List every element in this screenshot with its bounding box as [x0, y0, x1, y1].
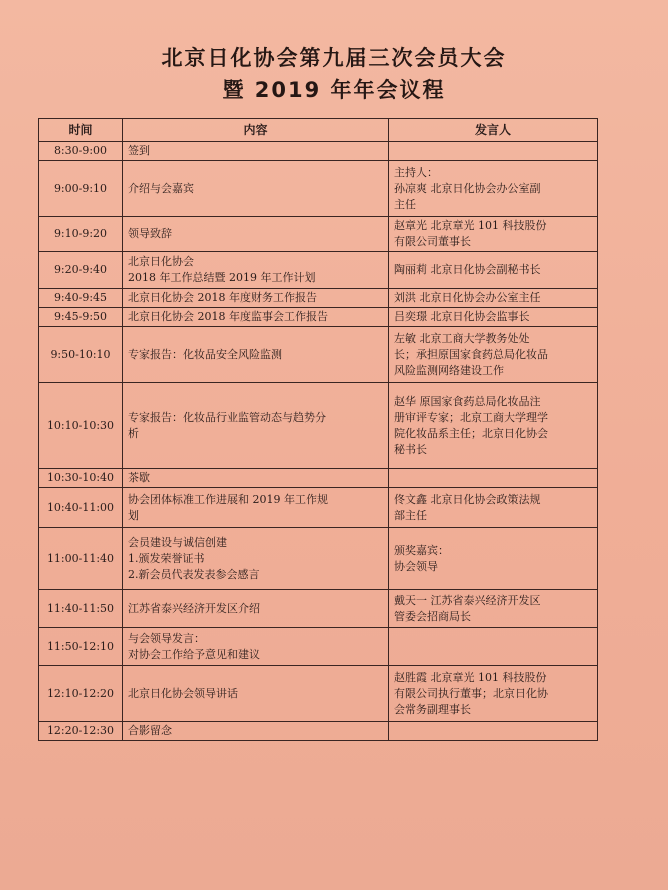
cell-time: 10:10-10:30 — [39, 383, 123, 469]
table-row — [39, 327, 598, 383]
cell-speaker — [389, 142, 598, 161]
content-line: 茶歇 — [128, 471, 150, 484]
speaker-line: 颁奖嘉宾： — [394, 543, 449, 557]
cell-speaker — [389, 252, 598, 289]
speaker-line: 赵华 原国家食药总局化妆品注 — [394, 394, 541, 408]
speaker-line: 协会领导 — [394, 559, 438, 573]
cell-speaker — [389, 666, 598, 722]
speaker-line: 院化妆品系主任；北京日化协会 — [394, 426, 548, 440]
cell-time: 12:20-12:30 — [39, 722, 123, 741]
cell-content — [123, 666, 389, 722]
content-line: 领导致辞 — [128, 227, 172, 240]
speaker-line: 会常务副理事长 — [394, 702, 471, 716]
cell-speaker — [389, 161, 598, 217]
cell-time: 9:45-9:50 — [39, 308, 123, 327]
table-row — [39, 528, 598, 590]
cell-speaker — [389, 289, 598, 308]
table-row — [39, 469, 598, 488]
content-line: 1.颁发荣誉证书 — [128, 551, 205, 565]
cell-time: 9:20-9:40 — [39, 252, 123, 289]
cell-content — [123, 722, 389, 741]
header-speaker: 发言人 — [389, 119, 598, 142]
cell-content — [123, 161, 389, 217]
content-line: 2.新会员代表发表参会感言 — [128, 567, 260, 581]
cell-content — [123, 488, 389, 528]
cell-time: 12:10-12:20 — [39, 666, 123, 722]
table-row — [39, 217, 598, 252]
cell-speaker — [389, 469, 598, 488]
content-line: 北京日化协会领导讲话 — [128, 686, 238, 700]
agenda-table — [38, 118, 598, 741]
cell-content — [123, 383, 389, 469]
content-line: 划 — [128, 508, 139, 522]
speaker-line: 吕奕璟 北京日化协会监事长 — [394, 310, 530, 323]
table-row — [39, 252, 598, 289]
content-line: 江苏省泰兴经济开发区介绍 — [128, 601, 260, 615]
cell-speaker — [389, 217, 598, 252]
content-line: 北京日化协会 2018 年度财务工作报告 — [128, 291, 317, 304]
cell-content — [123, 217, 389, 252]
content-line: 协会团体标准工作进展和 2019 年工作规 — [128, 492, 328, 506]
content-line: 签到 — [128, 144, 150, 157]
table-row — [39, 383, 598, 469]
cell-content — [123, 289, 389, 308]
table-row — [39, 722, 598, 741]
speaker-line: 孙凉爽 北京日化协会办公室副 — [394, 181, 541, 195]
speaker-line: 管委会招商局长 — [394, 609, 471, 623]
document-subtitle: 暨 2019 年年会议程 — [222, 78, 446, 102]
cell-speaker — [389, 590, 598, 628]
cell-speaker — [389, 628, 598, 666]
content-line: 对协会工作给予意见和建议 — [128, 647, 260, 661]
speaker-line: 长；承担原国家食药总局化妆品 — [394, 347, 548, 361]
cell-time: 9:50-10:10 — [39, 327, 123, 383]
cell-content — [123, 469, 389, 488]
agenda-table-body — [39, 142, 598, 741]
content-line: 会员建设与诚信创建 — [128, 535, 227, 549]
content-line: 与会领导发言： — [128, 631, 205, 645]
table-row — [39, 161, 598, 217]
content-line: 析 — [128, 426, 139, 440]
table-row — [39, 590, 598, 628]
cell-speaker — [389, 308, 598, 327]
cell-time: 10:40-11:00 — [39, 488, 123, 528]
table-row — [39, 142, 598, 161]
cell-content — [123, 252, 389, 289]
cell-content — [123, 590, 389, 628]
content-line: 专家报告：化妆品行业监管动态与趋势分 — [128, 410, 326, 424]
content-line: 介绍与会嘉宾 — [128, 181, 194, 195]
cell-speaker — [389, 488, 598, 528]
speaker-line: 部主任 — [394, 508, 427, 522]
content-line: 专家报告：化妆品安全风险监测 — [128, 347, 282, 361]
document-title: 北京日化协会第九届三次会员大会 — [161, 46, 507, 70]
cell-speaker — [389, 383, 598, 469]
cell-content — [123, 528, 389, 590]
speaker-line: 秘书长 — [394, 442, 427, 456]
cell-content — [123, 142, 389, 161]
speaker-line: 册审评专家；北京工商大学理学 — [394, 410, 548, 424]
table-header-row — [39, 119, 598, 142]
cell-content — [123, 327, 389, 383]
content-line: 合影留念 — [128, 724, 172, 737]
speaker-line: 陶丽莉 北京日化协会副秘书长 — [394, 263, 541, 276]
speaker-line: 有限公司执行董事；北京日化协 — [394, 686, 548, 700]
speaker-line: 有限公司董事长 — [394, 235, 471, 248]
speaker-line: 佟文鑫 北京日化协会政策法规 — [394, 492, 541, 506]
table-row — [39, 308, 598, 327]
content-line: 北京日化协会 2018 年度监事会工作报告 — [128, 310, 328, 323]
cell-time: 11:00-11:40 — [39, 528, 123, 590]
speaker-line: 赵章光 北京章光 101 科技股份 — [394, 219, 547, 232]
speaker-line: 主持人： — [394, 165, 438, 179]
header-content: 内容 — [123, 119, 389, 142]
content-line: 2018 年工作总结暨 2019 年工作计划 — [128, 271, 316, 284]
speaker-line: 主任 — [394, 197, 416, 211]
content-line: 北京日化协会 — [128, 255, 194, 268]
speaker-line: 赵胜霞 北京章光 101 科技股份 — [394, 670, 547, 684]
cell-time: 11:50-12:10 — [39, 628, 123, 666]
cell-time: 9:10-9:20 — [39, 217, 123, 252]
speaker-line: 左敏 北京工商大学教务处处 — [394, 331, 530, 345]
speaker-line: 戴天一 江苏省泰兴经济开发区 — [394, 593, 541, 607]
header-time: 时间 — [39, 119, 123, 142]
speaker-line: 刘洪 北京日化协会办公室主任 — [394, 291, 541, 304]
table-row — [39, 628, 598, 666]
cell-speaker — [389, 722, 598, 741]
cell-speaker — [389, 528, 598, 590]
speaker-line: 风险监测网络建设工作 — [394, 363, 504, 377]
cell-content — [123, 628, 389, 666]
cell-time: 11:40-11:50 — [39, 590, 123, 628]
cell-time: 10:30-10:40 — [39, 469, 123, 488]
table-row — [39, 666, 598, 722]
cell-time: 8:30-9:00 — [39, 142, 123, 161]
cell-time: 9:00-9:10 — [39, 161, 123, 217]
cell-speaker — [389, 327, 598, 383]
cell-content — [123, 308, 389, 327]
table-row — [39, 289, 598, 308]
cell-time: 9:40-9:45 — [39, 289, 123, 308]
table-row — [39, 488, 598, 528]
